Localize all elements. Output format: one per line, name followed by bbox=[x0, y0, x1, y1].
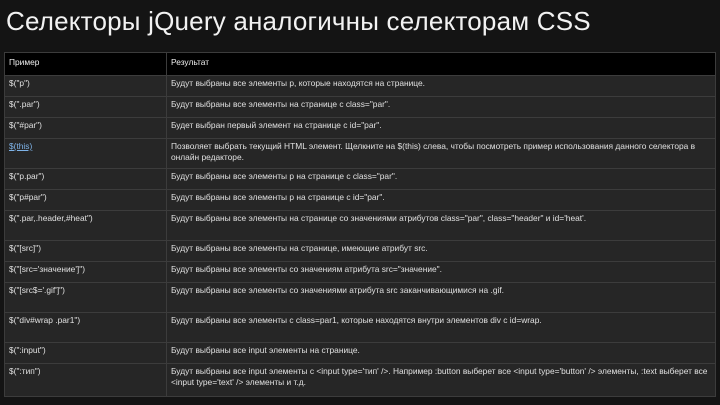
result-cell: Будут выбраны все элементы на странице, имеющие атрибут src. bbox=[167, 241, 716, 262]
example-cell bbox=[5, 313, 167, 343]
result-cell: Будут выбраны все элементы p, которые находятся на странице. bbox=[167, 76, 716, 97]
result-cell: Будет выбран первый элемент на странице с id="par". bbox=[167, 118, 716, 139]
example-code: $(":тип") bbox=[9, 366, 41, 376]
example-code: $("#par") bbox=[9, 120, 42, 130]
result-cell: Позволяет выбрать текущий HTML элемент. Щелкните на $(this) слева, чтобы посмотреть пример использования данного селектора в онлайн редакторе. bbox=[167, 139, 716, 169]
example-code: $("p") bbox=[9, 78, 30, 88]
example-cell bbox=[5, 211, 167, 241]
table-row bbox=[5, 97, 716, 118]
result-cell: Будут выбраны все элементы со значениям атрибута src="значение". bbox=[167, 262, 716, 283]
table-row bbox=[5, 169, 716, 190]
column-header-example: Пример bbox=[5, 53, 167, 76]
table-row bbox=[5, 211, 716, 241]
example-code: $(".par,.header,#heat") bbox=[9, 213, 93, 223]
result-cell: Будут выбраны все элементы p на странице с id="par". bbox=[167, 190, 716, 211]
example-code: $("p.par") bbox=[9, 171, 45, 181]
example-cell bbox=[5, 283, 167, 313]
result-cell: Будут выбраны все элементы со значениями атрибута src заканчивающимися на .gif. bbox=[167, 283, 716, 313]
example-code: $("p#par") bbox=[9, 192, 47, 202]
example-cell bbox=[5, 364, 167, 397]
example-code: $("[src$='.gif']") bbox=[9, 285, 65, 295]
page-title: Селекторы jQuery аналогичны селекторам CSS bbox=[6, 6, 591, 36]
column-header-result: Результат bbox=[167, 53, 716, 76]
example-cell bbox=[5, 76, 167, 97]
table-row bbox=[5, 76, 716, 97]
example-cell bbox=[5, 97, 167, 118]
result-cell: Будут выбраны все input элементы с <input type='тип' />. Например :button выберет все <input type='button' /> элементы, :text выберет все <input type='text' /> элементы и т.д. bbox=[167, 364, 716, 397]
table-row bbox=[5, 262, 716, 283]
example-cell bbox=[5, 169, 167, 190]
table-row bbox=[5, 313, 716, 343]
example-cell bbox=[5, 190, 167, 211]
example-cell bbox=[5, 262, 167, 283]
result-cell: Будут выбраны все input элементы на странице. bbox=[167, 343, 716, 364]
table-row bbox=[5, 364, 716, 397]
example-code: $("[src='значение']") bbox=[9, 264, 86, 274]
result-cell: Будут выбраны все элементы с class=par1, которые находятся внутри элементов div с id=wrap. bbox=[167, 313, 716, 343]
example-cell bbox=[5, 118, 167, 139]
example-cell bbox=[5, 241, 167, 262]
table-row bbox=[5, 139, 716, 169]
result-cell: Будут выбраны все элементы p на странице с class="par". bbox=[167, 169, 716, 190]
table-row bbox=[5, 241, 716, 262]
table-row bbox=[5, 343, 716, 364]
result-cell: Будут выбраны все элементы на странице с class="par". bbox=[167, 97, 716, 118]
table-row bbox=[5, 118, 716, 139]
table-row bbox=[5, 190, 716, 211]
table-row bbox=[5, 283, 716, 313]
selector-table bbox=[4, 52, 716, 397]
result-cell: Будут выбраны все элементы на странице со значениями атрибутов class="par", class="header" и id='heat'. bbox=[167, 211, 716, 241]
example-code: $("div#wrap .par1") bbox=[9, 315, 81, 325]
table-header-row bbox=[5, 53, 716, 76]
example-cell bbox=[5, 343, 167, 364]
example-code: $("[src]") bbox=[9, 243, 41, 253]
example-cell bbox=[5, 139, 167, 169]
example-link[interactable]: $(this) bbox=[9, 141, 33, 151]
example-code: $(".par") bbox=[9, 99, 40, 109]
example-code: $(":input") bbox=[9, 345, 46, 355]
